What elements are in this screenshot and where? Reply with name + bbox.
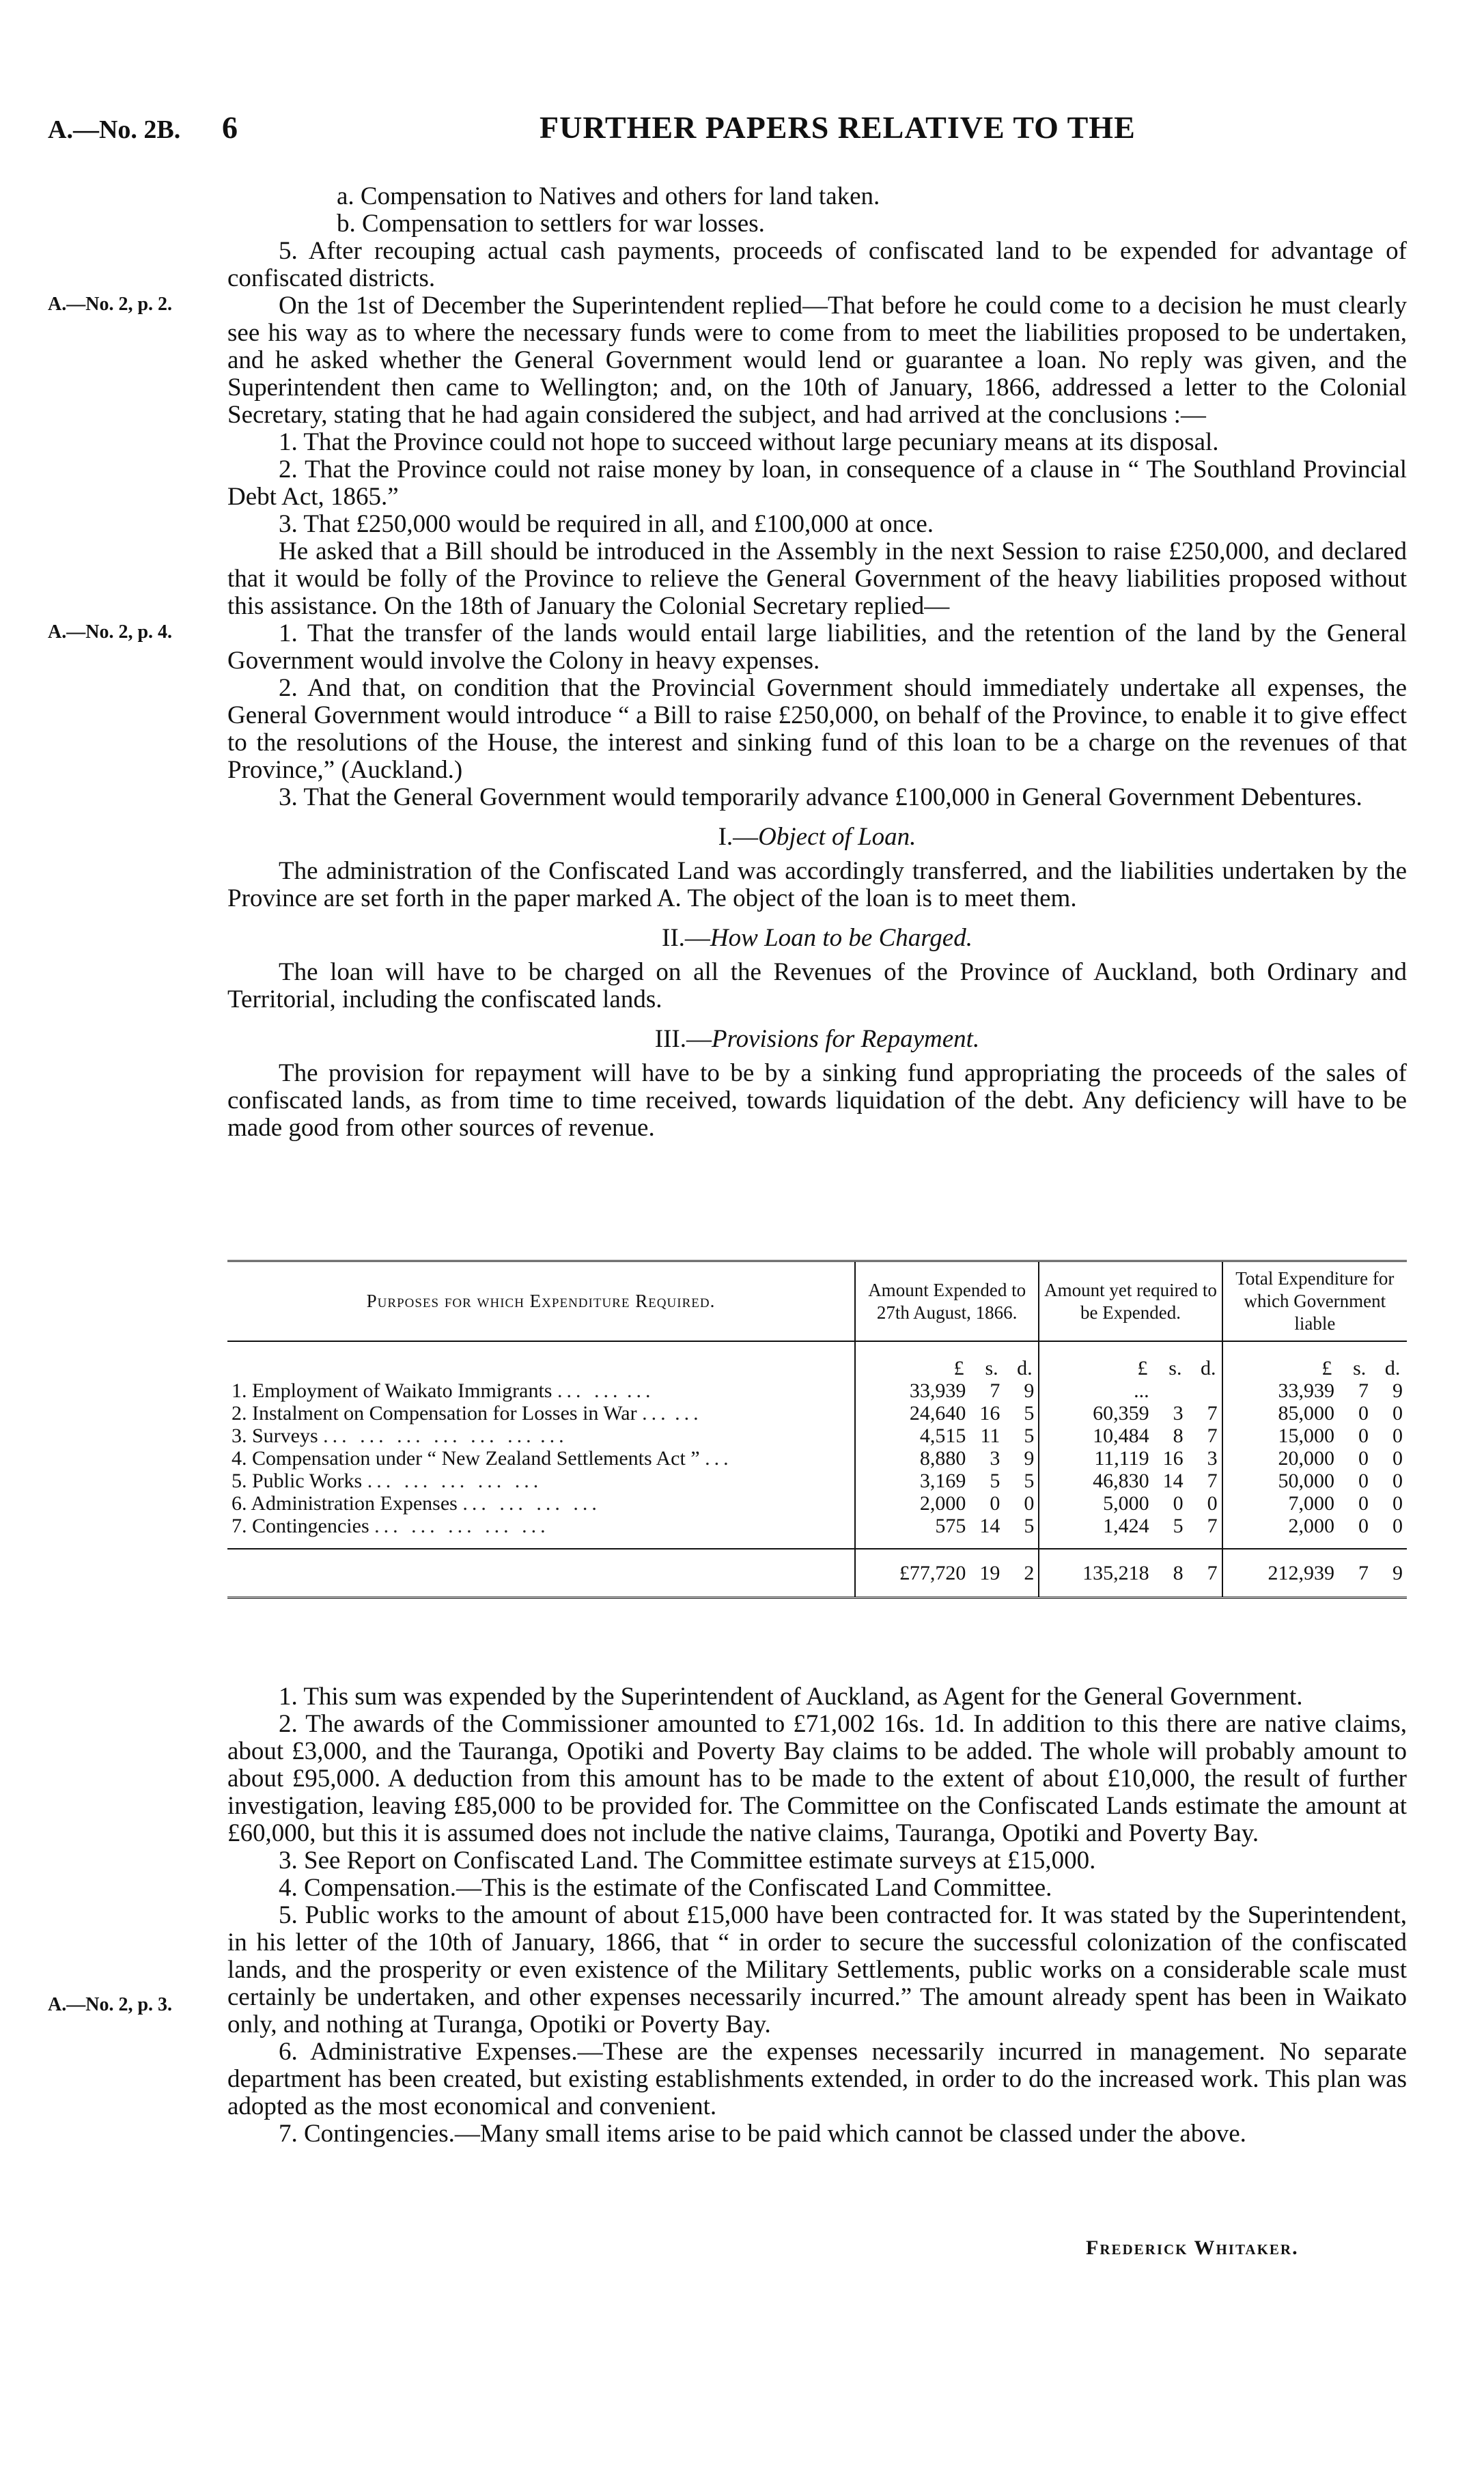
document-reference: A.—No. 2B. (48, 115, 181, 144)
reply-3: 3. That the General Government would temporarily advance £100,000 in General Government Debentures. (279, 783, 1362, 811)
table-row: 5. Public Works ... ... ... ... ... 3,169 5 5 46,830 14 7 50,000 0 0 (227, 1470, 1407, 1492)
note-3: 3. See Report on Confiscated Land. The Committee estimate surveys at £15,000. (279, 1847, 1096, 1875)
margin-note-ref-3: A.—No. 2, p. 3. (48, 1994, 173, 2015)
section-heading-object: I.—Object of Loan. (718, 823, 916, 851)
table-row: 4. Compensation under “ New Zealand Settlements Act ” ... 8,880 3 9 11,119 16 3 20,000 0 0 (227, 1447, 1407, 1470)
paragraph-december: On the 1st of December the Superintendent replied—That before he could come to a decision he must clearly see his way as to where the necessary funds were to come from to meet the liabilities proposed to be undertaken, and he asked whether the General Government would lend or guarantee a loan. No reply was given, and the Superintendent then came to Wellington; and, on the 10th of January, 1866, addressed a letter to the Colonial Secretary, stating that he had again considered the subject, and had arrived at the conclusions :— (227, 292, 1407, 429)
conclusion-3: 3. That £250,000 would be required in all, and £100,000 at once. (279, 510, 934, 538)
list-item-b: b. Compensation to settlers for war losses. (337, 210, 765, 238)
reply-2: 2. And that, on condition that the Provincial Government should immediately undertake all expenses, the General Government would introduce “ a Bill to raise £250,000, on behalf of the Province, to enable it to give effect to the resolutions of the House, the interest and sinking fund of this loan to be a charge on the revenues of that Province,” (Auckland.) (227, 674, 1407, 784)
table-row: 7. Contingencies ... ... ... ... ... 575 14 5 1,424 5 7 2,000 0 0 (227, 1515, 1407, 1549)
section-heading-charge: II.—How Loan to be Charged. (662, 924, 972, 952)
expenditure-table (227, 1260, 1407, 1599)
list-item-5: 5. After recouping actual cash payments, proceeds of confiscated land to be expended for advantage of confiscated districts. (227, 237, 1407, 292)
note-2: 2. The awards of the Commissioner amounted to £71,002 16s. 1d. In addition to this there are native claims, about £3,000, and the Tauranga, Opotiki and Poverty Bay claims to be added. The whole will probably amount to about £95,000. A deduction from this amount has to be made to the extent of about £10,000, the result of further investigation, leaving £85,000 to be provided for. The Committee on the Confiscated Lands estimate the amount at £60,000, but this it is assumed does not include the native claims, Tauranga, Opotiki and Poverty Bay. (227, 1710, 1407, 1847)
table-header-row (227, 1261, 1407, 1342)
reply-1: 1. That the transfer of the lands would entail large liabilities, and the retention of the land by the General Government would involve the Colony in heavy expenses. (227, 619, 1407, 675)
page-number: 6 (222, 110, 238, 145)
signature: Frederick Whitaker. (1086, 2236, 1299, 2259)
table-row: 1. Employment of Waikato Immigrants ... ... ... 33,939 7 9 ... 33,939 7 9 (227, 1379, 1407, 1402)
running-title: FURTHER PAPERS RELATIVE TO THE (540, 110, 1136, 145)
section-body-repayment: The provision for repayment will have to be by a sinking fund appropriating the proceeds of the sales of confiscated lands, as from time to time received, towards liquidation of the debt. Any deficiency will have to be made good from other sources of revenue. (227, 1059, 1407, 1142)
table-total-row: £77,720 19 2 135,218 8 7 212,939 7 9 (227, 1549, 1407, 1598)
section-heading-repayment: III.—Provisions for Repayment. (654, 1025, 980, 1053)
note-4: 4. Compensation.—This is the estimate of the Confiscated Land Committee. (279, 1874, 1052, 1902)
note-6: 6. Administrative Expenses.—These are the expenses necessarily incurred in management. No separate department has been created, but existing establishments extended, in order to do the increased work. This plan was adopted as the most economical and convenient. (227, 2038, 1407, 2120)
header-total: Total Expenditure for which Government liable (1222, 1261, 1407, 1342)
table-row: 3. Surveys ... ... ... ... ... ... ... 4,515 11 5 10,484 8 7 15,000 0 0 (227, 1425, 1407, 1447)
table-row: 6. Administration Expenses ... ... ... ... 2,000 0 0 5,000 0 0 7,000 0 0 (227, 1492, 1407, 1515)
conclusion-2: 2. That the Province could not raise money by loan, in consequence of a clause in “ The Southland Provincial Debt Act, 1865.” (227, 455, 1407, 511)
expenditure-table-wrapper (227, 1260, 1407, 1599)
note-1: 1. This sum was expended by the Superintendent of Auckland, as Agent for the General Government. (279, 1683, 1303, 1711)
header-purpose: Purposes for which Expenditure Required. (227, 1261, 855, 1342)
notes-text (227, 1683, 1407, 2148)
section-body-object: The administration of the Confiscated Land was accordingly transferred, and the liabilities undertaken by the Province are set forth in the paper marked A. The object of the loan is to meet them. (227, 857, 1407, 912)
header-required: Amount yet required to be Expended. (1039, 1261, 1222, 1342)
margin-note-ref-1: A.—No. 2, p. 2. (48, 294, 173, 315)
conclusion-1: 1. That the Province could not hope to succeed without large pecuniary means at its disposal. (279, 428, 1219, 456)
running-head (48, 109, 1414, 150)
section-body-charge: The loan will have to be charged on all the Revenues of the Province of Auckland, both Ordinary and Territorial, including the confiscated lands. (227, 958, 1407, 1013)
margin-note-ref-2: A.—No. 2, p. 4. (48, 621, 173, 643)
units-row: £ s. d. £ s. d. £ s. d. (227, 1341, 1407, 1379)
paragraph-bill: He asked that a Bill should be introduced in the Assembly in the next Session to raise £250,000, and declared that it would be folly of the Province to relieve the General Government of the heavy liabilities proposed without this assistance. On the 18th of January the Colonial Secretary replied— (227, 537, 1407, 620)
header-expended: Amount Expended to 27th August, 1866. (855, 1261, 1039, 1342)
list-item-a: a. Compensation to Natives and others for land taken. (337, 182, 880, 210)
note-5: 5. Public works to the amount of about £15,000 have been contracted for. It was stated by the Superintendent, in his letter of the 10th of January, 1866, that “ in order to secure the successful colonization of the confiscated lands, and the prosperity or even existence of the Military Settlements, public works on a considerable scale must certainly be undertaken, and other expenses necessarily incurred.” The amount already spent has been in Waikato only, and nothing at Turanga, Opotiki or Poverty Bay. (227, 1901, 1407, 2038)
table-row: 2. Instalment on Compensation for Losses in War ... ... 24,640 16 5 60,359 3 7 85,000 0 0 (227, 1402, 1407, 1425)
opening-text (227, 183, 1407, 1142)
note-7: 7. Contingencies.—Many small items arise to be paid which cannot be classed under the above. (279, 2120, 1246, 2148)
